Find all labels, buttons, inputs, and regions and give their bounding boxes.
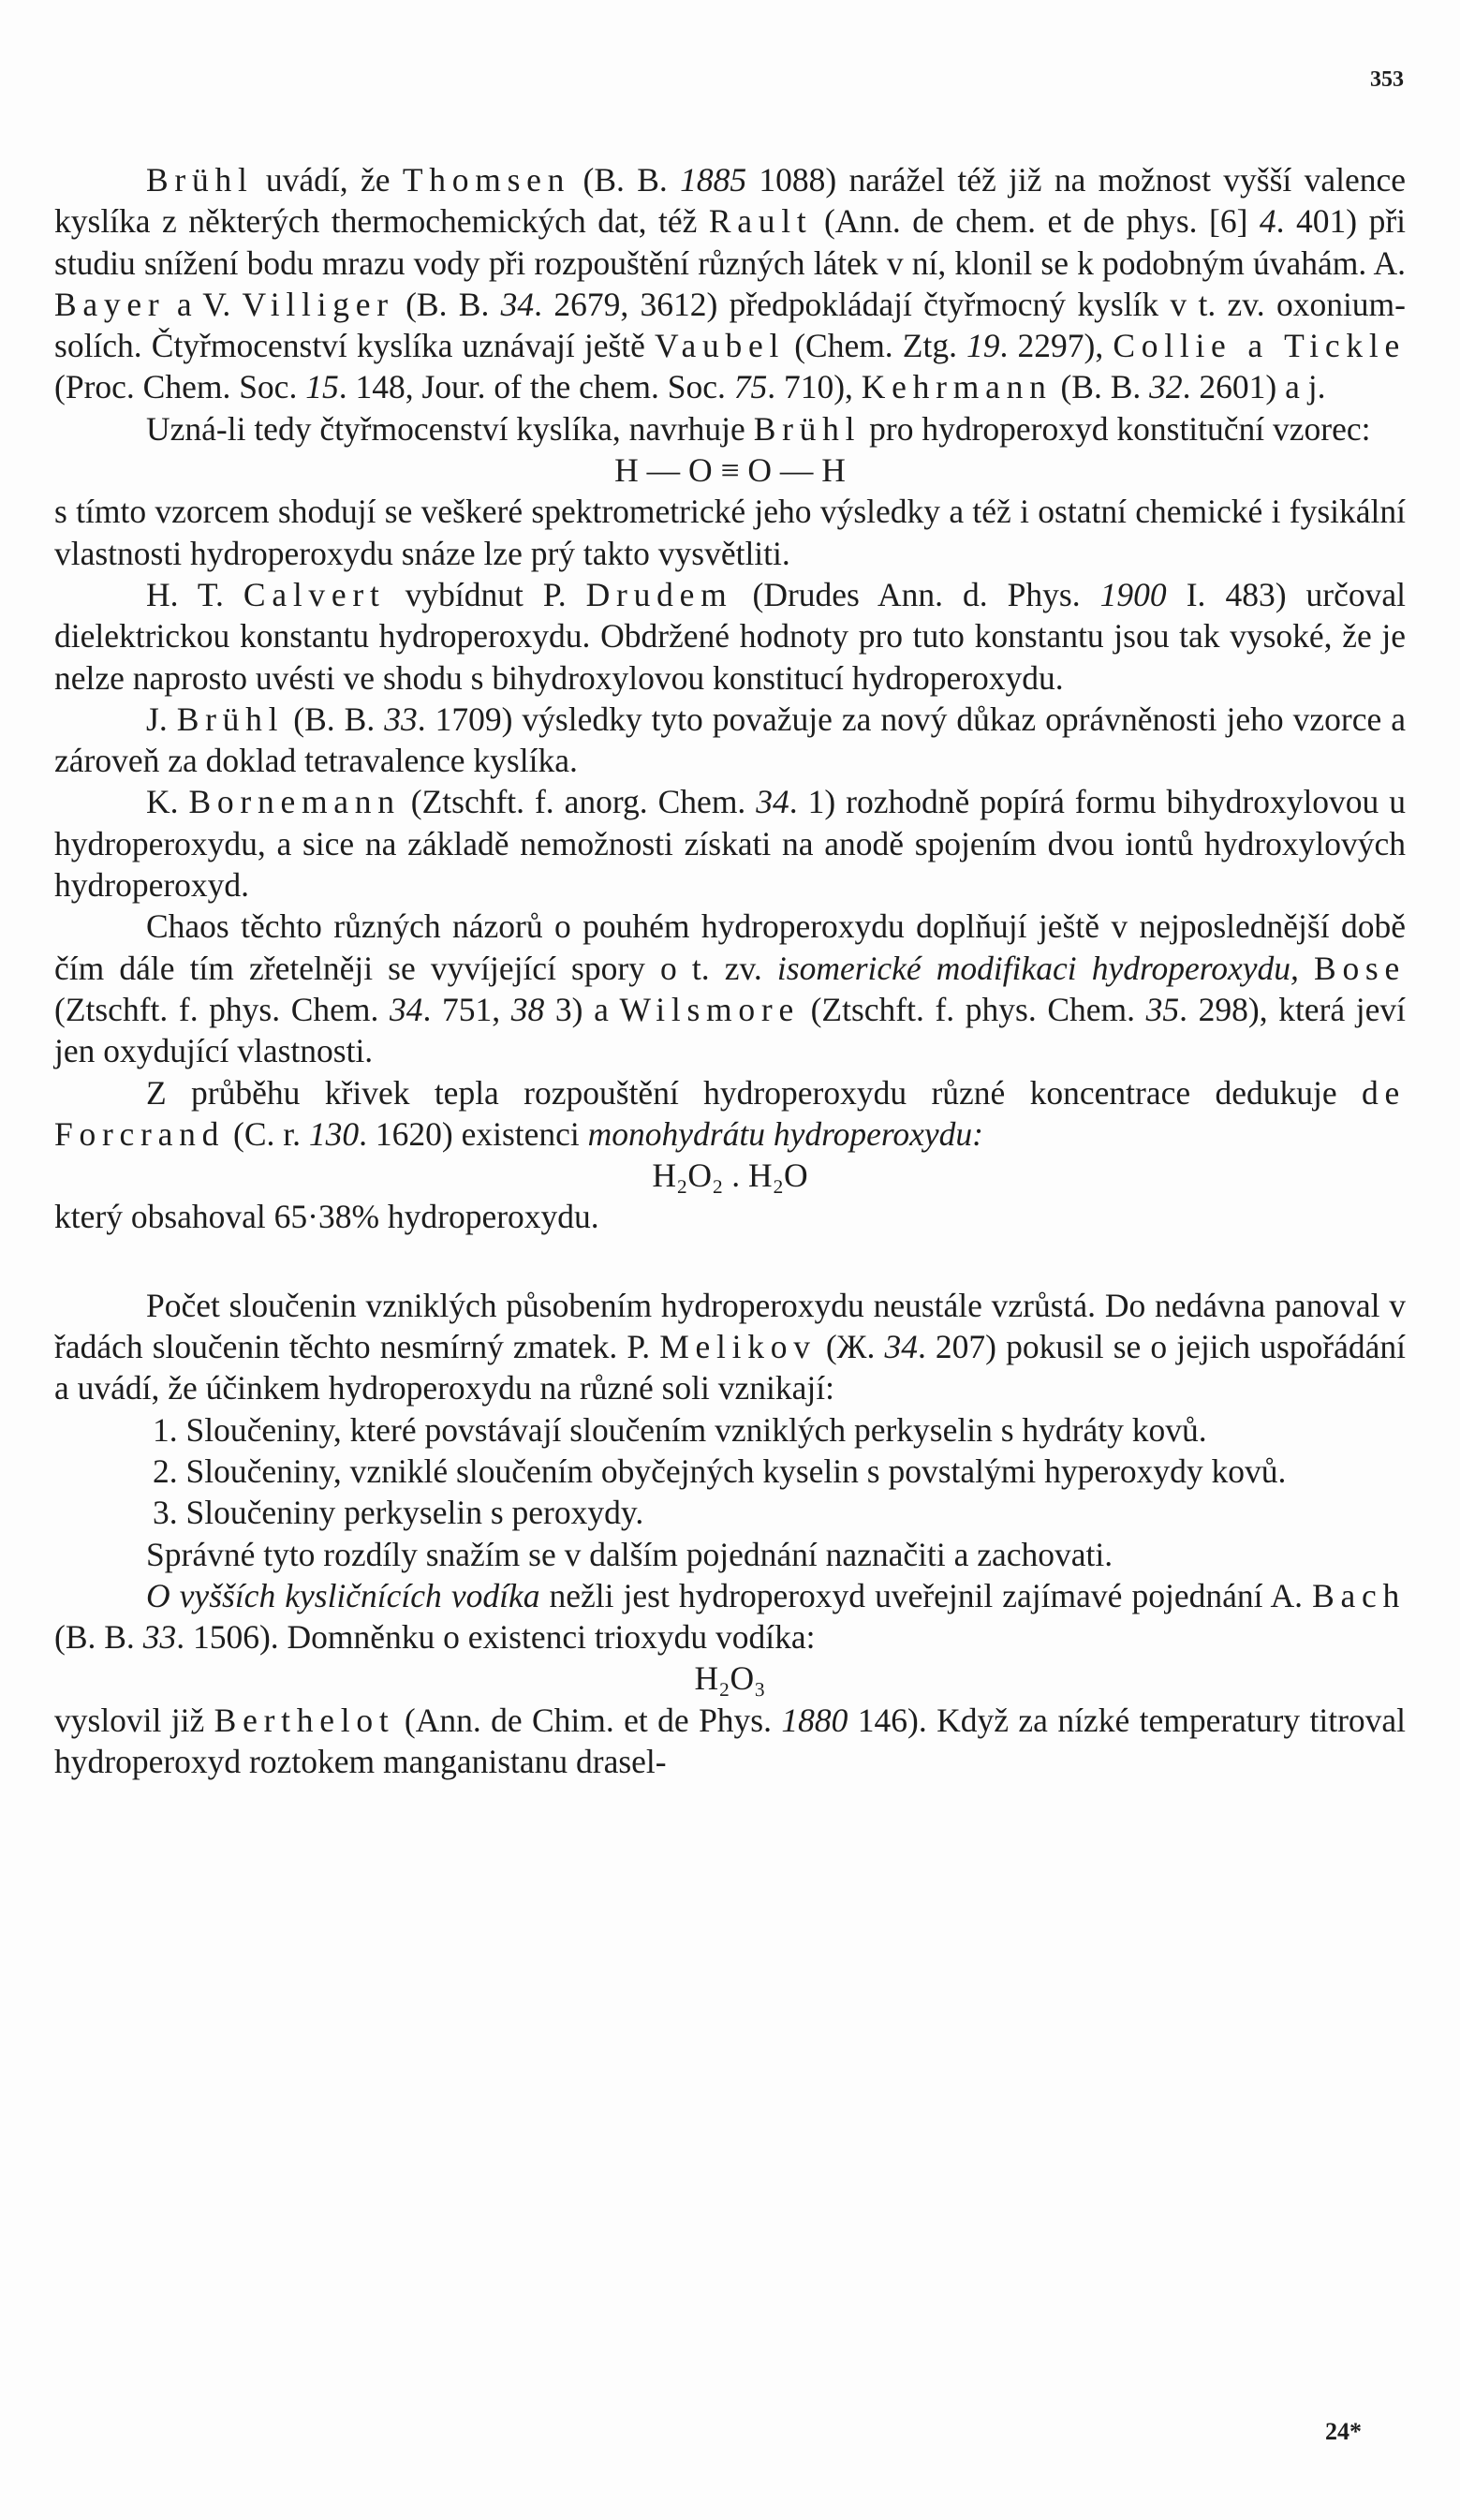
formula-hydroperoxyd-constitution: H — O ≡ O — H [614,451,846,490]
paragraph-13: vyslovil již Berthelot (Ann. de Chim. et de Phys. 1880 146). Když za nízké temperatury titroval hydroperoxyd roztokem manganistanu drasel- [54,1701,1407,1780]
paragraph-2: Uzná-li tedy čtyřmocenství kyslíka, navrhuje Brühl pro hydroperoxyd konstituční vzorec: [146,409,1371,448]
formula-monohydrate: H₂O₂ . H₂O [652,1157,808,1195]
paragraph-10: Počet sloučenin vzniklých působením hydroperoxydu neustále vzrůstá. Do nedávna panoval v řadách sloučenin těchto nesmírný zmatek. P. Melikov (Ж. 34. 207) pokusil se o jejich uspořádání a uvádí, že účinkem hydroperoxydu na různé soli vznikají: [54,1286,1406,1407]
paragraph-3: s tímto vzorcem shodují se veškeré spektrometrické jeho výsledky a též i ostatní chemické i fysikální vlastnosti hydroperoxydu snáze lze prý takto vysvětliti. [54,493,1406,572]
paragraph-9: který obsahoval 65·38% hydroperoxydu. [54,1198,599,1236]
body-text [54,159,1406,1782]
list-item: 2. Sloučeniny, vzniklé sloučením obyčejných kyselin s povstalými hyperoxydy kovů. [153,1452,1287,1490]
paragraph-11: Správné tyto rozdíly snažím se v dalším pojednání naznačiti a zachovati. [146,1535,1113,1573]
paragraph-7: Chaos těchto různých názorů o pouhém hydroperoxydu doplňují ještě v nejposlednější době čím dále tím zřetelněji se vyvíjející spory o t. zv. isomerické modifikaci hydroperoxydu, Bose (Ztschft. f. phys. Chem. 34. 751, 38 3) a Wilsmore (Ztschft. f. phys. Chem. 35. 298), která jeví jen oxydující vlastnosti. [54,907,1406,1070]
compound-list [54,1409,1406,1534]
paragraph-4: H. T. Calvert vybídnut P. Drudem (Drudes Ann. d. Phys. 1900 I. 483) určoval dielektrickou konstantu hydroperoxydu. Obdržené hodnoty pro tuto konstantu jsou tak vysoké, že je nelze naprosto uvésti ve shodu s bihydroxylovou konstitucí hydroperoxydu. [54,575,1407,697]
paragraph-6: K. Bornemann (Ztschft. f. anorg. Chem. 34. 1) rozhodně popírá formu bihydroxylovou u hydroperoxydu, a sice na základě nemožnosti získati na anodě spojením dvou iontů hydroxylových hydroperoxyd. [54,783,1407,905]
list-item: 1. Sloučeniny, které povstávají sloučením vzniklých perkyselin s hydráty kovů. [153,1410,1207,1449]
paragraph-1: Brühl uvádí, že Thomsen (B. B. 1885 1088) narážel též již na možnost vyšší valence kyslíka z některých thermochemických dat, též Rault (Ann. de chem. et de phys. [6] 4. 401) při studiu snížení bodu mrazu vody při rozpouštění různých látek v ní, klonil se k podobným úvahám. A. Bayer a V. Villiger (B. B. 34. 2679, 3612) předpokládají čtyřmocný kyslík v t. zv. oxonium-solích. Čtyřmocenství kyslíka uznávají ještě Vaubel (Chem. Ztg. 19. 2297), Collie a Tickle (Proc. Chem. Soc. 15. 148, Jour. of the chem. Soc. 75. 710), Kehrmann (B. B. 32. 2601) a j. [54,161,1407,406]
page-number: 353 [1370,67,1404,92]
paragraph-12: O vyšších kysličnících vodíka nežli jest hydroperoxyd uveřejnil zajímavé pojednání A. Bach (B. B. 33. 1506). Domněnku o existenci trioxydu vodíka: [54,1576,1407,1657]
formula-trioxyd: H₂O₃ [694,1659,766,1698]
signature-mark: 24* [1325,2418,1362,2445]
paragraph-5: J. Brühl (B. B. 33. 1709) výsledky tyto považuje za nový důkaz oprávněnosti jeho vzorce a zároveň za doklad tetravalence kyslíka. [54,700,1406,780]
paragraph-8: Z průběhu křivek tepla rozpouštění hydroperoxydu různé koncentrace dedukuje de Forcrand (C. r. 130. 1620) existenci monohydrátu hydroperoxydu: [54,1073,1406,1153]
list-item: 3. Sloučeniny perkyselin s peroxydy. [153,1494,644,1532]
